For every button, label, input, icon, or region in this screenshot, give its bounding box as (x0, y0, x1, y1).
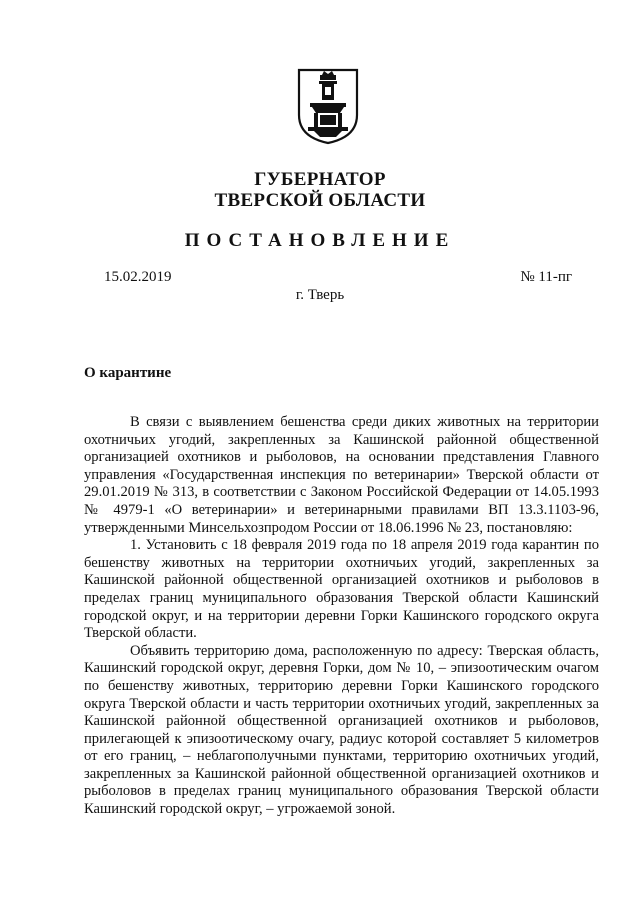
authority-title-line1: ГУБЕРНАТОР (254, 169, 386, 190)
preamble-paragraph: В связи с выявлением бешенства среди диких животных на территории охотничьих угодий, закрепленных за Кашинской районной общественной организацией охотников и рыболовов, на основании представления Главного управления «Государственная инспекция по ветеринарии» Тверской области от 29.01.2019 № 313, в соответствии с Законом Российской Федерации от 14.05.1993 № 4979-1 «О ветеринарии» и ветеринарными правилами ВП 13.3.1103-96, утвержденными Минсельхозпродом России от 18.06.1996 № 23, постановляю: (84, 414, 599, 536)
tver-coat-of-arms-icon (296, 67, 360, 145)
document-type-title: ПОСТАНОВЛЕНИЕ (184, 230, 456, 251)
document-body (84, 414, 599, 819)
document-date: 15.02.2019 (104, 269, 172, 285)
document-number: № 11-пг (520, 269, 572, 285)
item-1-note-paragraph: Объявить территорию дома, расположенную по адресу: Тверская область, Кашинский городской округ, деревня Горки, дом № 10, – эпизоотическим очагом по бешенству животных, территорию деревни Горки Кашинского городского округа Тверской области и часть территории охотничьих угодий, закрепленных за Кашинской районной общественной организацией охотников и рыболовов, прилегающей к эпизоотическому очагу, радиус которой составляет 5 километров от его границ, – неблагополучными пунктами, территорию охотничьих угодий, закрепленных за Кашинской районной общественной организацией охотников и рыболовов в пределах границ муниципального образования Тверской области Кашинский городской округ, – угрожаемой зоной. (84, 642, 599, 818)
item-1-paragraph: 1. Установить с 18 февраля 2019 года по 18 апреля 2019 года карантин по бешенству животных на территории охотничьих угодий, закрепленных за Кашинской районной общественной организацией охотников и рыболовов в пределах границ муниципального образования Тверской области Кашинский городской округ, и на территории деревни Горки Кашинского городского округа Тверской области. (84, 537, 599, 642)
authority-title-line2: ТВЕРСКОЙ ОБЛАСТИ (214, 190, 426, 211)
document-city: г. Тверь (295, 287, 345, 303)
document-subject: О карантине (84, 365, 172, 381)
